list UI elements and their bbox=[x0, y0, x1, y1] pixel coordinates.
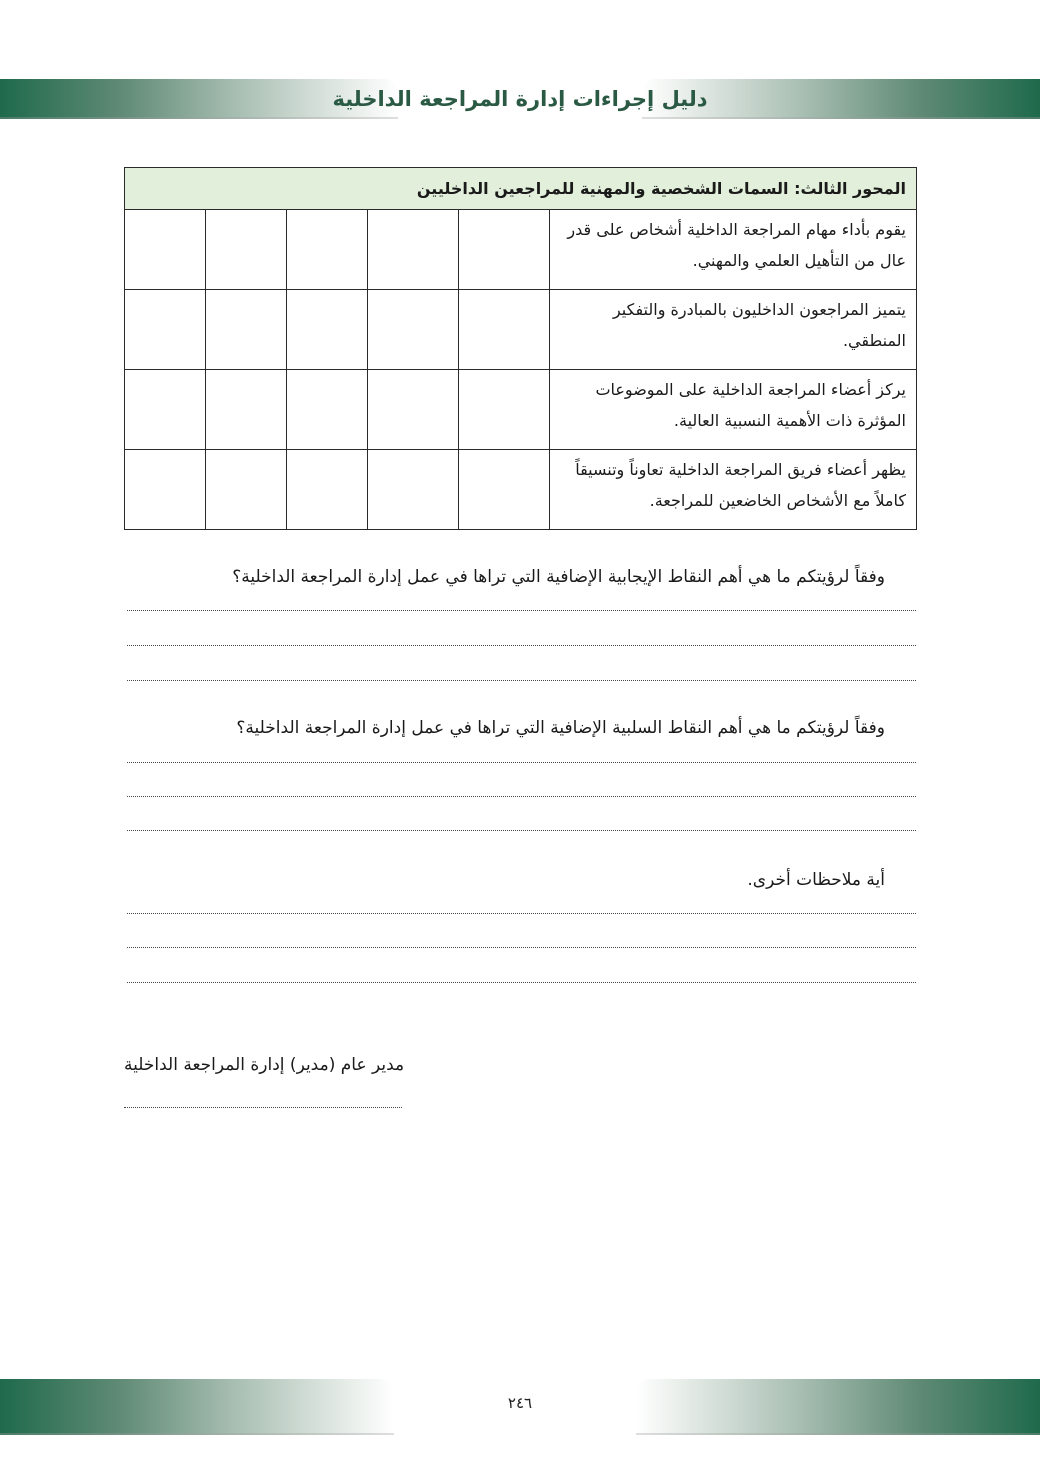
rating-cell[interactable] bbox=[206, 290, 287, 370]
table-heading: المحور الثالث: السمات الشخصية والمهنية للمراجعين الداخليين bbox=[125, 168, 917, 210]
question-negative-points: وفقاً لرؤيتكم ما هي أهم النقاط السلبية الإضافية التي تراها في عمل إدارة المراجعة الداخلية؟ bbox=[236, 718, 885, 738]
answer-line[interactable] bbox=[127, 796, 916, 797]
statement-cell: يتميز المراجعون الداخليون بالمبادرة والتفكير المنطقي. bbox=[549, 290, 916, 370]
rating-cell[interactable] bbox=[367, 450, 458, 530]
signature-line[interactable] bbox=[124, 1107, 402, 1108]
rating-cell[interactable] bbox=[286, 290, 367, 370]
statement-cell: يظهر أعضاء فريق المراجعة الداخلية تعاوناً وتنسيقاً كاملاً مع الأشخاص الخاضعين للمراجعة. bbox=[549, 450, 916, 530]
table-row bbox=[125, 290, 917, 370]
answer-line[interactable] bbox=[127, 610, 916, 611]
statement-cell: يركز أعضاء المراجعة الداخلية على الموضوعات المؤثرة ذات الأهمية النسبية العالية. bbox=[549, 370, 916, 450]
rating-cell[interactable] bbox=[458, 370, 549, 450]
answer-line[interactable] bbox=[127, 982, 916, 983]
rating-cell[interactable] bbox=[458, 210, 549, 290]
rating-cell[interactable] bbox=[206, 450, 287, 530]
rating-cell[interactable] bbox=[458, 450, 549, 530]
rating-cell[interactable] bbox=[206, 210, 287, 290]
question-positive-points: وفقاً لرؤيتكم ما هي أهم النقاط الإيجابية الإضافية التي تراها في عمل إدارة المراجعة الداخلية؟ bbox=[232, 567, 885, 587]
answer-line[interactable] bbox=[127, 913, 916, 914]
answer-line[interactable] bbox=[127, 947, 916, 948]
rating-cell[interactable] bbox=[367, 290, 458, 370]
table-row bbox=[125, 210, 917, 290]
rating-cell[interactable] bbox=[125, 210, 206, 290]
answer-line[interactable] bbox=[127, 680, 916, 681]
question-other-notes: أية ملاحظات أخرى. bbox=[747, 870, 885, 890]
rating-cell[interactable] bbox=[125, 370, 206, 450]
statement-cell: يقوم بأداء مهام المراجعة الداخلية أشخاص على قدر عال من التأهيل العلمي والمهني. bbox=[549, 210, 916, 290]
survey-table bbox=[124, 167, 917, 530]
rating-cell[interactable] bbox=[367, 210, 458, 290]
signature-title: مدير عام (مدير) إدارة المراجعة الداخلية bbox=[124, 1055, 405, 1075]
rating-cell[interactable] bbox=[206, 370, 287, 450]
table-row bbox=[125, 370, 917, 450]
table-row bbox=[125, 450, 917, 530]
page-number: ٢٤٦ bbox=[507, 1394, 533, 1412]
rating-cell[interactable] bbox=[367, 370, 458, 450]
answer-line[interactable] bbox=[127, 830, 916, 831]
table-heading-row bbox=[125, 168, 917, 210]
rating-cell[interactable] bbox=[286, 370, 367, 450]
answer-line[interactable] bbox=[127, 762, 916, 763]
rating-cell[interactable] bbox=[125, 450, 206, 530]
answer-line[interactable] bbox=[127, 645, 916, 646]
rating-cell[interactable] bbox=[286, 210, 367, 290]
rating-cell[interactable] bbox=[286, 450, 367, 530]
document-title: دليل إجراءات إدارة المراجعة الداخلية bbox=[332, 87, 708, 111]
rating-cell[interactable] bbox=[125, 290, 206, 370]
rating-cell[interactable] bbox=[458, 290, 549, 370]
